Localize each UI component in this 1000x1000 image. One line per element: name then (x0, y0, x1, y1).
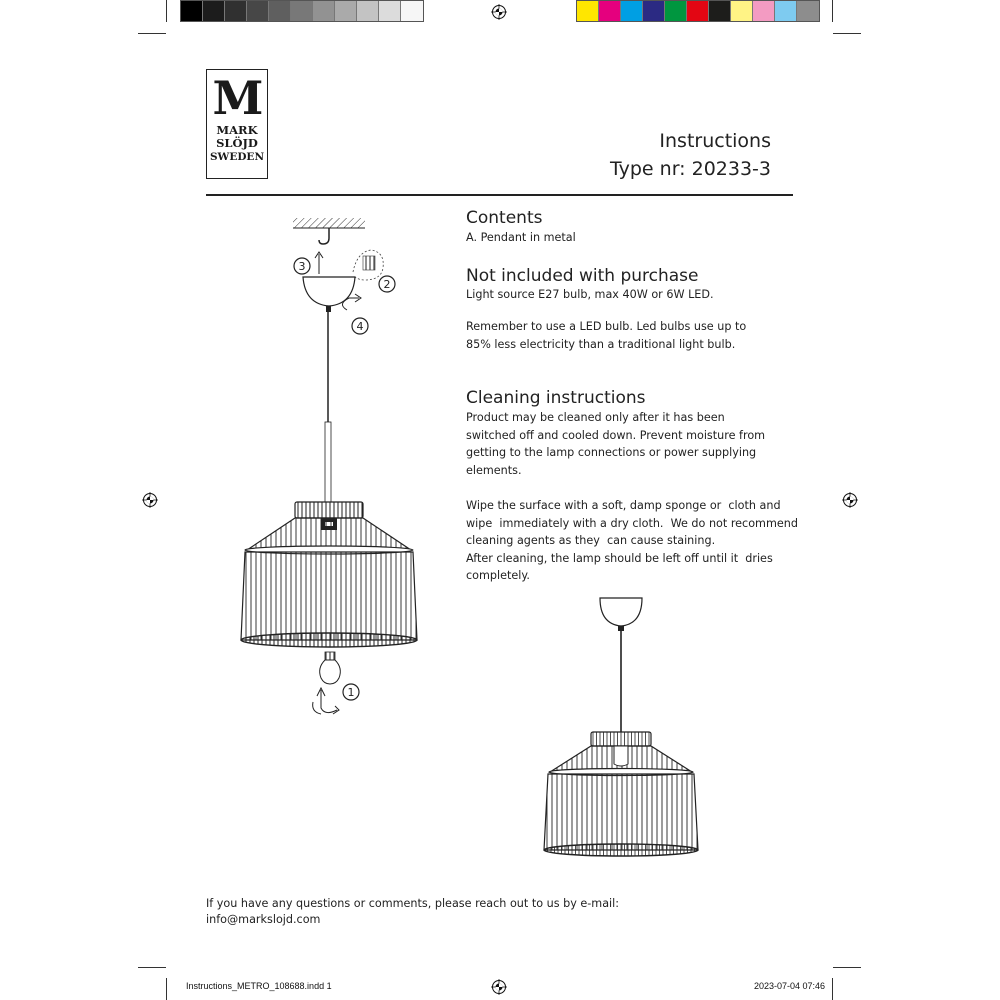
logo-letter: M (212, 71, 262, 125)
registration-mark-right-icon (842, 492, 858, 508)
color-swatch (797, 1, 819, 21)
header-divider (206, 194, 793, 196)
lamp-shade-drum (241, 552, 417, 640)
cleaning-body-2: Wipe the surface with a soft, damp sponge or cloth and wipe immediately with a dry cloth. We do not recommend cleaning agents as they can cause staining. After cleaning, the lamp should be left off until it dries completely. (466, 499, 798, 583)
grayscale-color-bar (180, 0, 424, 22)
logo-line-slojd: SLÖJD (216, 136, 258, 150)
gray-swatch (291, 1, 313, 21)
registration-mark-top-icon (491, 4, 507, 20)
light-bulb-icon (320, 652, 341, 684)
gray-swatch (335, 1, 357, 21)
not-included-heading: Not included with purchase (466, 266, 699, 286)
contents-body: A. Pendant in metal (466, 231, 576, 244)
registration-mark-bottom-icon (491, 979, 507, 995)
slug-filename: Instructions_METRO_108688.indd 1 (186, 981, 332, 991)
gray-swatch (247, 1, 269, 21)
contact-email[interactable]: info@markslojd.com (206, 913, 321, 926)
contact-text: If you have any questions or comments, please reach out to us by e-mail: (206, 897, 620, 910)
registration-mark-left-icon (142, 492, 158, 508)
svg-text:3: 3 (298, 260, 306, 273)
color-swatch (577, 1, 599, 21)
process-color-bar (576, 0, 820, 22)
step-3-marker (294, 258, 310, 274)
color-swatch (731, 1, 753, 21)
gray-swatch (401, 1, 423, 21)
gray-swatch (313, 1, 335, 21)
brand-logo (206, 69, 268, 179)
cleaning-heading: Cleaning instructions (466, 388, 646, 408)
color-swatch (599, 1, 621, 21)
color-swatch (665, 1, 687, 21)
gray-swatch (181, 1, 203, 21)
crop-mark (832, 978, 833, 1000)
color-swatch (643, 1, 665, 21)
contents-heading: Contents (466, 208, 543, 228)
gray-swatch (269, 1, 291, 21)
svg-text:1: 1 (347, 686, 355, 699)
crop-mark (832, 0, 833, 22)
color-swatch (709, 1, 731, 21)
crop-mark (833, 33, 861, 34)
color-swatch (753, 1, 775, 21)
step-2-marker (379, 276, 395, 292)
ceiling-hook-icon (319, 228, 329, 244)
crop-mark (138, 967, 166, 968)
color-swatch (687, 1, 709, 21)
ceiling-canopy (303, 277, 355, 306)
not-included-body: Light source E27 bulb, max 40W or 6W LED. (466, 288, 714, 301)
crop-mark (138, 33, 166, 34)
cleaning-body-1: Product may be cleaned only after it has been switched off and cooled down. Prevent moisture from getting to the lamp connections or power supplying elements. (466, 411, 766, 477)
color-swatch (775, 1, 797, 21)
step-4-marker (352, 318, 368, 334)
slug-date: 2023-07-04 07:46 (753, 981, 825, 991)
crop-mark (166, 0, 167, 22)
assembly-diagram (225, 212, 435, 722)
page-title: Instructions (659, 130, 771, 152)
crop-mark (166, 978, 167, 1000)
gray-swatch (203, 1, 225, 21)
crop-mark (833, 967, 861, 968)
gray-swatch (357, 1, 379, 21)
gray-swatch (379, 1, 401, 21)
svg-text:4: 4 (356, 320, 364, 333)
color-swatch (621, 1, 643, 21)
led-note: Remember to use a LED bulb. Led bulbs use up to 85% less electricity than a traditional light bulb. (466, 320, 747, 351)
gray-swatch (225, 1, 247, 21)
lamp-cap (295, 502, 363, 518)
type-number: Type nr: 20233-3 (609, 158, 771, 180)
ceiling-hatch (293, 218, 365, 228)
svg-text:2: 2 (383, 278, 391, 291)
logo-line-sweden: SWEDEN (209, 151, 265, 163)
assembled-lamp-illustration (536, 592, 704, 864)
step-1-marker (343, 684, 359, 700)
lamp-shade-cone (247, 518, 411, 550)
logo-line-mark: MARK (216, 123, 258, 137)
